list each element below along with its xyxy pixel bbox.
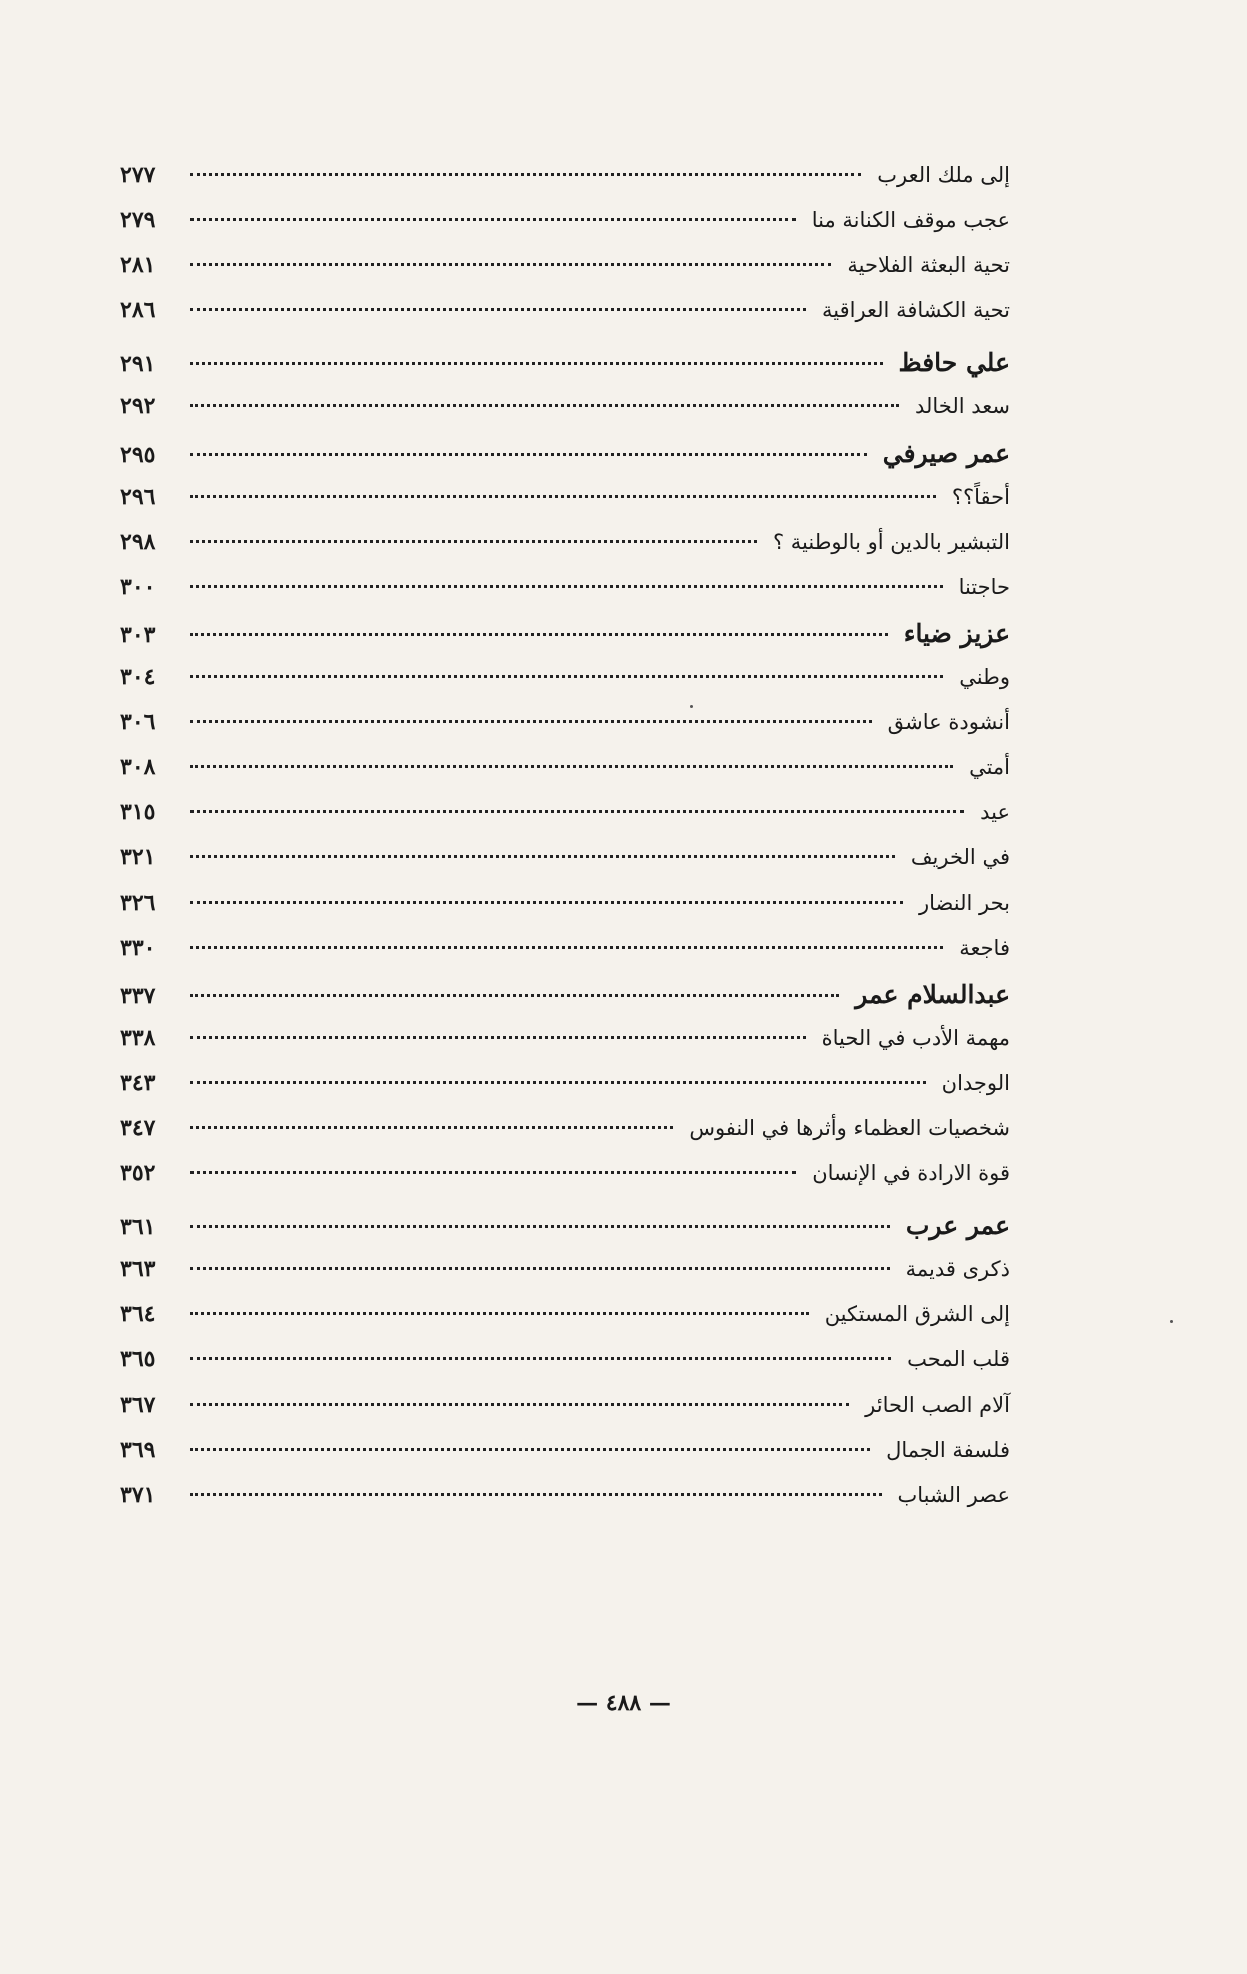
toc-entry-title: أنشودة عاشق — [887, 710, 1010, 735]
paper-speck — [1170, 1320, 1173, 1323]
toc-entry — [120, 529, 1010, 574]
toc-entry-page: ٣٣٠ — [120, 934, 156, 961]
toc-entry-page: ٣٠٨ — [120, 754, 156, 781]
toc-section-heading — [120, 619, 1010, 664]
toc-section-heading — [120, 980, 1010, 1025]
toc-entry-title: إلى الشرق المستكين — [824, 1302, 1010, 1327]
toc-entry-title: الوجدان — [941, 1070, 1010, 1095]
toc-entry — [120, 162, 1010, 207]
toc-entry-title: ذكرى قديمة — [905, 1257, 1010, 1282]
toc-entry — [120, 207, 1010, 252]
dot-leader — [190, 720, 872, 723]
dot-leader — [190, 585, 943, 588]
toc-entry-page: ٣٦٥ — [120, 1346, 156, 1373]
dot-leader — [190, 1493, 882, 1496]
dot-leader — [190, 453, 867, 456]
toc-entry-page: ٣٧١ — [120, 1481, 156, 1508]
toc-entry — [120, 844, 1010, 889]
toc-entry-page: ٣٣٧ — [120, 982, 156, 1009]
toc-entry-page: ٢٩٦ — [120, 483, 156, 510]
toc-entry-page: ٢٩١ — [120, 351, 156, 378]
paper-speck — [690, 705, 693, 708]
toc-entry-page: ٣١٥ — [120, 799, 156, 826]
toc-entry-title: عمر عرب — [905, 1211, 1010, 1241]
toc-entry-page: ٣٣٨ — [120, 1024, 156, 1051]
toc-entry-title: في الخريف — [910, 845, 1010, 870]
toc-entry-title: عجب موقف الكنانة منا — [811, 208, 1010, 233]
toc-entry — [120, 890, 1010, 935]
page-number: — ٤٨٨ — — [576, 1690, 671, 1716]
dot-leader — [190, 308, 806, 311]
toc-entry-title: بحر النضار — [919, 890, 1010, 915]
dot-leader — [190, 855, 895, 858]
toc-entry-page: ٣٢١ — [120, 844, 156, 871]
toc-entry — [120, 1392, 1010, 1437]
toc-entry-title: عبدالسلام عمر — [855, 979, 1010, 1009]
toc-entry-page: ٣٠٣ — [120, 621, 156, 648]
toc-entry — [120, 1025, 1010, 1070]
toc-entry — [120, 935, 1010, 980]
toc-entry-title: إلى ملك العرب — [877, 163, 1010, 187]
dot-leader — [190, 404, 899, 407]
dot-leader — [190, 1357, 891, 1360]
toc-entry-title: مهمة الأدب في الحياة — [821, 1025, 1010, 1050]
dot-leader — [190, 1225, 890, 1228]
toc-entry — [120, 1482, 1010, 1527]
toc-entry-page: ٣٤٣ — [120, 1069, 156, 1096]
toc-entry — [120, 252, 1010, 297]
toc-entry — [120, 1346, 1010, 1391]
toc-entry-page: ٢٧٧ — [120, 162, 156, 188]
toc-entry — [120, 709, 1010, 754]
toc-entry — [120, 799, 1010, 844]
toc-section-heading — [120, 1211, 1010, 1256]
toc-entry — [120, 1301, 1010, 1346]
toc-entry-title: علي حافظ — [898, 348, 1010, 378]
toc-entry — [120, 484, 1010, 529]
toc-entry-title: وطني — [959, 665, 1010, 690]
toc-entry-page: ٣٦١ — [120, 1214, 156, 1241]
dot-leader — [190, 946, 943, 949]
toc-entry-page: ٢٩٢ — [120, 393, 156, 420]
toc-entry — [120, 1437, 1010, 1482]
toc-entry-page: ٣٠٦ — [120, 709, 156, 736]
toc-entry-page: ٣٦٧ — [120, 1391, 156, 1418]
toc-entry — [120, 393, 1010, 438]
toc-entry-title: عصر الشباب — [897, 1482, 1010, 1507]
toc-entry-title: عيد — [980, 800, 1010, 825]
toc-entry-title: فاجعة — [959, 935, 1010, 960]
table-of-contents — [120, 162, 1010, 1527]
toc-entry-title: أحقاً؟؟ — [951, 484, 1010, 509]
toc-entry-page: ٢٨١ — [120, 252, 156, 279]
dot-leader — [190, 540, 757, 543]
dot-leader — [190, 1448, 870, 1451]
toc-entry-page: ٢٩٥ — [120, 441, 156, 468]
dot-leader — [190, 173, 861, 176]
toc-entry-title: سعد الخالد — [914, 394, 1010, 419]
toc-entry-title: حاجتنا — [958, 574, 1010, 599]
dot-leader — [190, 633, 888, 636]
toc-entry-page: ٢٨٦ — [120, 297, 156, 324]
toc-entry — [120, 1256, 1010, 1301]
toc-section-heading — [120, 439, 1010, 484]
toc-entry — [120, 664, 1010, 709]
dot-leader — [190, 362, 883, 365]
dot-leader — [190, 263, 831, 266]
toc-entry — [120, 1160, 1010, 1205]
toc-entry — [120, 574, 1010, 619]
dot-leader — [190, 1312, 809, 1315]
toc-entry-title: تحية الكشافة العراقية — [821, 298, 1010, 323]
toc-entry-title: عمر صيرفي — [882, 438, 1010, 468]
dot-leader — [190, 218, 796, 221]
toc-entry-page: ٣٠٤ — [120, 664, 156, 691]
toc-entry-page: ٣٤٧ — [120, 1114, 156, 1141]
toc-entry-title: قوة الارادة في الإنسان — [812, 1161, 1010, 1186]
dot-leader — [190, 1081, 926, 1084]
toc-entry-title: تحية البعثة الفلاحية — [847, 253, 1010, 278]
dot-leader — [190, 495, 936, 498]
toc-entry-page: ٣٦٩ — [120, 1436, 156, 1463]
toc-entry — [120, 297, 1010, 342]
toc-entry-page: ٣٥٢ — [120, 1160, 156, 1187]
dot-leader — [190, 901, 903, 904]
dot-leader — [190, 810, 964, 813]
dot-leader — [190, 675, 943, 678]
toc-entry-page: ٣٠٠ — [120, 573, 156, 600]
dot-leader — [190, 1036, 806, 1039]
toc-entry — [120, 1115, 1010, 1160]
dot-leader — [190, 1403, 849, 1406]
toc-entry — [120, 754, 1010, 799]
toc-entry — [120, 1070, 1010, 1115]
dot-leader — [190, 994, 839, 997]
toc-section-heading — [120, 348, 1010, 393]
toc-entry-title: آلام الصب الحائر — [865, 1392, 1010, 1417]
toc-entry-page: ٣٢٦ — [120, 889, 156, 916]
toc-entry-page: ٣٦٣ — [120, 1256, 156, 1283]
toc-entry-title: أمتي — [969, 755, 1010, 780]
toc-entry-title: التبشير بالدين أو بالوطنية ؟ — [772, 529, 1010, 554]
dot-leader — [190, 1267, 890, 1270]
toc-entry-title: شخصيات العظماء وأثرها في النفوس — [689, 1115, 1010, 1140]
dot-leader — [190, 1126, 673, 1129]
dot-leader — [190, 1171, 796, 1174]
toc-entry-page: ٣٦٤ — [120, 1301, 156, 1328]
dot-leader — [190, 765, 953, 768]
toc-entry-title: قلب المحب — [907, 1347, 1010, 1372]
toc-entry-title: عزيز ضياء — [903, 618, 1010, 648]
toc-entry-page: ٢٩٨ — [120, 528, 156, 555]
toc-entry-page: ٢٧٩ — [120, 207, 156, 234]
toc-entry-title: فلسفة الجمال — [886, 1437, 1010, 1462]
